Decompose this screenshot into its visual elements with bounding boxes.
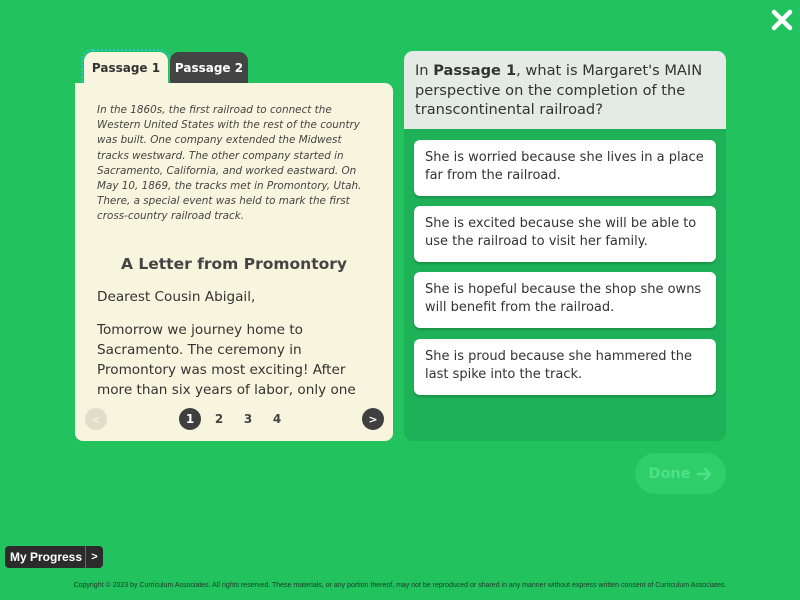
- chevron-right-icon: >: [91, 551, 98, 563]
- passage-pager: [75, 408, 393, 432]
- next-page-button[interactable]: >: [362, 408, 384, 430]
- question-prefix: In: [415, 62, 434, 79]
- done-button[interactable]: [635, 453, 726, 494]
- question-passage-ref: Passage 1: [433, 62, 517, 79]
- my-progress-button[interactable]: [5, 546, 103, 568]
- page-2-button[interactable]: 2: [214, 412, 224, 426]
- passage-title: A Letter from Promontory: [120, 255, 348, 273]
- close-icon: [770, 8, 794, 32]
- answer-option-3[interactable]: She is hopeful because the shop she owns will benefit from the railroad.: [414, 272, 716, 328]
- answer-option-1[interactable]: She is worried because she lives in a place far from the railroad.: [414, 140, 716, 196]
- passage-panel: [75, 83, 393, 441]
- close-button[interactable]: [768, 6, 796, 34]
- my-progress-label: My Progress: [10, 550, 83, 564]
- previous-page-button[interactable]: <: [85, 408, 107, 430]
- arrow-right-icon: [697, 467, 713, 481]
- question-suffix: , what is Margaret's MAIN perspective on the completion of the transcontinental railroad?: [415, 62, 703, 118]
- passage-salutation: Dearest Cousin Abigail,: [97, 289, 256, 305]
- copyright-notice: Copyright © 2023 by Curriculum Associates. All rights reserved. These materials, or any portion thereof, may not be reproduced or shared in any manner without express written consent of Curriculum Associates.: [73, 582, 727, 589]
- page-1-button[interactable]: 1: [179, 408, 201, 430]
- question-prompt: [404, 51, 726, 129]
- answer-option-2[interactable]: She is excited because she will be able to use the railroad to visit her family.: [414, 206, 716, 262]
- passage-intro: In the 1860s, the first railroad to connect the Western United States with the rest of the country was built. One company extended the Midwest tracks westward. The other company started in Sacramento, California, and worked eastward. On May 10, 1869, the tracks met in Promontory, Utah. There, a special event was held to mark the first cross-country railroad track.: [97, 104, 362, 223]
- page-4-button[interactable]: 4: [272, 412, 282, 426]
- done-label: Done: [648, 465, 691, 482]
- question-panel: [404, 51, 726, 441]
- answer-option-4[interactable]: She is proud because she hammered the last spike into the track.: [414, 339, 716, 395]
- passage-body: Tomorrow we journey home to Sacramento. The ceremony in Promontory was most exciting! After more than six years of labor, only one: [97, 322, 356, 398]
- tab-passage-2[interactable]: Passage 2: [170, 52, 248, 84]
- tab-passage-1[interactable]: Passage 1: [84, 52, 168, 84]
- page-3-button[interactable]: 3: [243, 412, 253, 426]
